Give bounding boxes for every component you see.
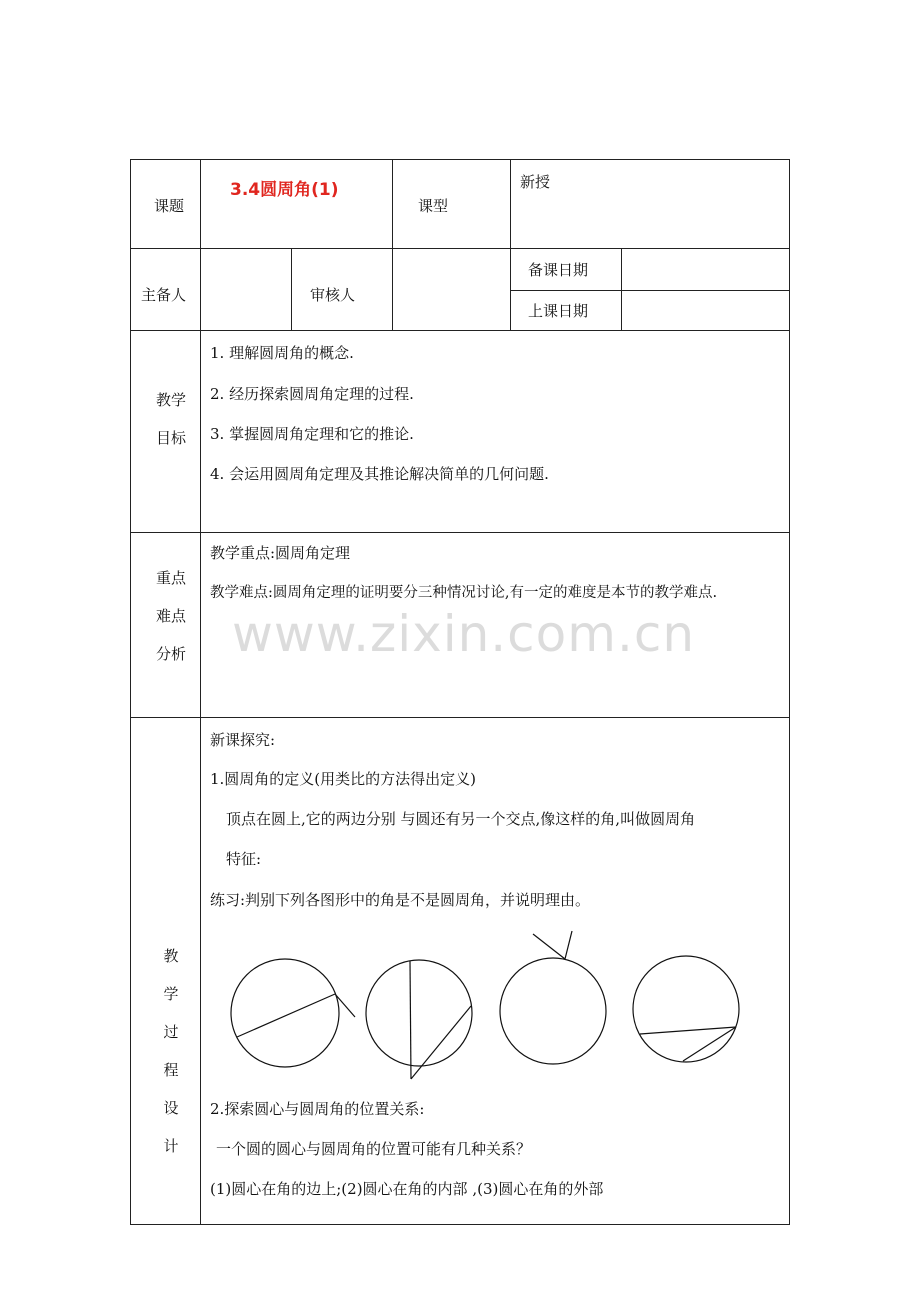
prep-date-label: 备课日期 <box>528 261 589 279</box>
goal-item: 4. 会运用圆周角定理及其推论解决简单的几何问题. <box>210 465 549 483</box>
focus-label-line: 分析 <box>155 645 186 663</box>
angle-side <box>533 934 565 959</box>
table-divider <box>130 717 790 718</box>
definition-text: 顶点在圆上,它的两边分别 与圆还有另一个交点,像这样的角,叫做圆周角 <box>226 810 696 828</box>
goal-item: 1. 理解圆周角的概念. <box>210 344 354 362</box>
angle-side <box>411 1006 471 1079</box>
focus-label-line: 重点 <box>155 569 186 587</box>
table-border-right <box>789 159 790 1225</box>
table-divider <box>291 248 292 331</box>
figure-4 <box>633 956 739 1062</box>
angle-side <box>410 961 411 1079</box>
watermark: www.zixin.com.cn <box>232 605 696 663</box>
circle-shape <box>500 958 606 1064</box>
process-intro: 新课探究: <box>210 731 276 749</box>
goals-label <box>141 381 201 457</box>
table-divider <box>130 248 790 249</box>
goal-item: 3. 掌握圆周角定理和它的推论. <box>210 425 414 443</box>
table-divider <box>621 248 622 331</box>
table-border-left <box>130 159 131 1225</box>
process-label-char: 教 <box>163 947 179 965</box>
process-label-char: 设 <box>163 1099 179 1117</box>
goal-item: 2. 经历探索圆周角定理的过程. <box>210 385 414 403</box>
process-label-char: 计 <box>163 1137 179 1155</box>
goals-label-line: 教学 <box>155 391 186 409</box>
type-label: 课型 <box>418 197 449 215</box>
angle-side <box>565 931 572 959</box>
type-value: 新授 <box>520 173 551 191</box>
table-divider <box>130 330 790 331</box>
features-text: 特征: <box>226 850 262 868</box>
figure-3 <box>500 931 606 1064</box>
process-label-char: 程 <box>163 1061 179 1079</box>
goals-label-line: 目标 <box>155 429 186 447</box>
process-label-char: 过 <box>163 1023 179 1041</box>
focus-label <box>141 559 201 673</box>
exercise-text: 练习:判别下列各图形中的角是不是圆周角，并说明理由。 <box>210 891 591 909</box>
exercise-figures <box>200 925 760 1085</box>
key-point-text: 教学重点:圆周角定理 <box>210 544 351 562</box>
table-border-top <box>130 159 790 160</box>
table-divider <box>392 248 393 331</box>
table-divider <box>130 532 790 533</box>
class-date-label: 上课日期 <box>528 302 589 320</box>
explore-heading: 2.探索圆心与圆周角的位置关系: <box>210 1100 425 1118</box>
lesson-title: 3.4圆周角(1) <box>230 180 339 200</box>
process-label <box>141 937 201 1165</box>
figure-1 <box>231 959 355 1067</box>
table-divider <box>510 290 790 291</box>
reviewer-label: 审核人 <box>310 286 356 304</box>
angle-side <box>640 1027 736 1034</box>
definition-heading: 1.圆周角的定义(用类比的方法得出定义) <box>210 770 477 788</box>
explore-question: 一个圆的圆心与圆周角的位置可能有几种关系？ <box>216 1140 532 1158</box>
focus-label-line: 难点 <box>155 607 186 625</box>
angle-side <box>237 994 335 1037</box>
topic-label: 课题 <box>154 197 185 215</box>
explore-answer: (1)圆心在角的边上;(2)圆心在角的内部 ,(3)圆心在角的外部 <box>210 1180 604 1198</box>
figure-2 <box>366 960 472 1079</box>
circle-shape <box>633 956 739 1062</box>
circle-shape <box>231 959 339 1067</box>
difficulty-text: 教学难点:圆周角定理的证明要分三种情况讨论,有一定的难度是本节的教学难点. <box>210 585 718 601</box>
table-divider <box>392 159 393 249</box>
process-label-char: 学 <box>163 985 179 1003</box>
lead-preparer-label: 主备人 <box>141 286 187 304</box>
circle-shape <box>366 960 472 1066</box>
table-divider <box>510 159 511 331</box>
table-border-bottom <box>130 1224 790 1225</box>
